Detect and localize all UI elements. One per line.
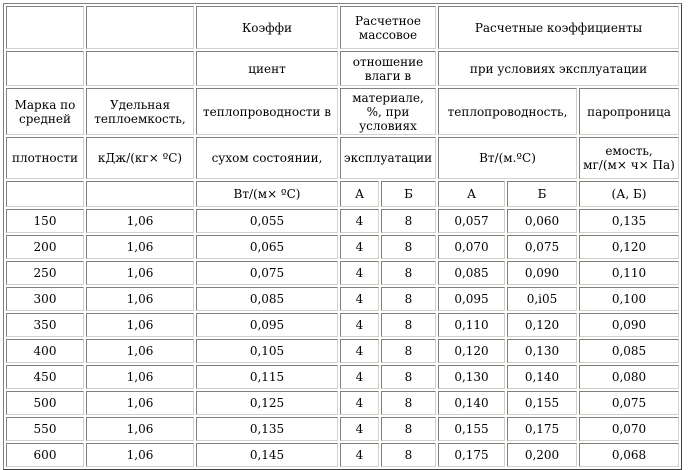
- cell-conductivity-b: 0,155: [507, 391, 577, 415]
- table-row: [6, 417, 679, 441]
- cell-moisture-a: 4: [340, 209, 379, 233]
- cell-heat-capacity: 1,06: [86, 391, 194, 415]
- cell-moisture-b: 8: [381, 313, 436, 337]
- cell-moisture-a: 4: [340, 313, 379, 337]
- cell-density-grade: 300: [6, 287, 84, 311]
- cell-moisture-b: 8: [381, 209, 436, 233]
- header-moisture-a: А: [340, 181, 379, 207]
- cell-dry-conductivity: 0,115: [196, 365, 338, 389]
- table-row: [6, 443, 679, 467]
- header-row-2: [6, 51, 679, 86]
- header-vapor-permeability-1: паропроница: [579, 88, 679, 135]
- cell-conductivity-b: 0,130: [507, 339, 577, 363]
- cell-moisture-b: 8: [381, 443, 436, 467]
- cell-density-grade: 400: [6, 339, 84, 363]
- cell-dry-conductivity: 0,085: [196, 287, 338, 311]
- cell-moisture-b: 8: [381, 339, 436, 363]
- cell-density-grade: 550: [6, 417, 84, 441]
- header-cell: [86, 6, 194, 49]
- header-conductivity-1: Коэффи: [196, 6, 338, 49]
- cell-density-grade: 500: [6, 391, 84, 415]
- cell-conductivity-a: 0,155: [438, 417, 505, 441]
- cell-heat-capacity: 1,06: [86, 287, 194, 311]
- cell-density-grade: 450: [6, 365, 84, 389]
- header-cell: [86, 181, 194, 207]
- cell-moisture-a: 4: [340, 443, 379, 467]
- cell-dry-conductivity: 0,145: [196, 443, 338, 467]
- header-cell: [6, 181, 84, 207]
- cell-vapor-permeability: 0,110: [579, 261, 679, 285]
- cell-heat-capacity: 1,06: [86, 443, 194, 467]
- table-row: [6, 391, 679, 415]
- table-row: [6, 261, 679, 285]
- header-conductivity-b: Б: [507, 181, 577, 207]
- header-thermal-conductivity-2: Вт/(м.ºС): [438, 137, 577, 179]
- cell-vapor-permeability: 0,075: [579, 391, 679, 415]
- header-row-4: [6, 137, 679, 179]
- cell-conductivity-b: 0,075: [507, 235, 577, 259]
- cell-moisture-a: 4: [340, 365, 379, 389]
- cell-moisture-a: 4: [340, 235, 379, 259]
- properties-table: [3, 3, 682, 470]
- cell-conductivity-a: 0,130: [438, 365, 505, 389]
- cell-heat-capacity: 1,06: [86, 235, 194, 259]
- cell-moisture-a: 4: [340, 287, 379, 311]
- cell-vapor-permeability: 0,070: [579, 417, 679, 441]
- cell-moisture-a: 4: [340, 339, 379, 363]
- header-moisture-3: материале, %, при условиях: [340, 88, 436, 135]
- header-conductivity-unit: Вт/(м× ºС): [196, 181, 338, 207]
- cell-conductivity-a: 0,175: [438, 443, 505, 467]
- cell-moisture-b: 8: [381, 365, 436, 389]
- cell-conductivity-b: 0,140: [507, 365, 577, 389]
- cell-vapor-permeability: 0,120: [579, 235, 679, 259]
- cell-conductivity-a: 0,095: [438, 287, 505, 311]
- cell-moisture-a: 4: [340, 417, 379, 441]
- header-moisture-b: Б: [381, 181, 436, 207]
- cell-dry-conductivity: 0,095: [196, 313, 338, 337]
- cell-heat-capacity: 1,06: [86, 261, 194, 285]
- header-heat-capacity-1: Удельная теплоемкость,: [86, 88, 194, 135]
- cell-vapor-permeability: 0,068: [579, 443, 679, 467]
- cell-dry-conductivity: 0,125: [196, 391, 338, 415]
- cell-heat-capacity: 1,06: [86, 339, 194, 363]
- header-cell: [86, 51, 194, 86]
- cell-dry-conductivity: 0,135: [196, 417, 338, 441]
- cell-moisture-b: 8: [381, 235, 436, 259]
- cell-conductivity-b: 0,200: [507, 443, 577, 467]
- header-operating-conditions: при условиях эксплуатации: [438, 51, 679, 86]
- header-cell: [6, 6, 84, 49]
- header-conductivity-a: А: [438, 181, 505, 207]
- table-row: [6, 313, 679, 337]
- cell-vapor-permeability: 0,090: [579, 313, 679, 337]
- cell-moisture-a: 4: [340, 391, 379, 415]
- cell-heat-capacity: 1,06: [86, 313, 194, 337]
- cell-vapor-permeability: 0,100: [579, 287, 679, 311]
- cell-conductivity-a: 0,085: [438, 261, 505, 285]
- header-moisture-2: отношение влаги в: [340, 51, 436, 86]
- header-row-5: [6, 181, 679, 207]
- header-row-1: [6, 6, 679, 49]
- cell-moisture-b: 8: [381, 287, 436, 311]
- header-conductivity-2: циент: [196, 51, 338, 86]
- table-row: [6, 365, 679, 389]
- cell-density-grade: 600: [6, 443, 84, 467]
- cell-dry-conductivity: 0,075: [196, 261, 338, 285]
- cell-conductivity-b: 0,175: [507, 417, 577, 441]
- header-vapor-ab: (А, Б): [579, 181, 679, 207]
- cell-density-grade: 350: [6, 313, 84, 337]
- cell-vapor-permeability: 0,085: [579, 339, 679, 363]
- cell-conductivity-b: 0,120: [507, 313, 577, 337]
- cell-moisture-b: 8: [381, 261, 436, 285]
- header-grade-1: Марка по средней: [6, 88, 84, 135]
- header-vapor-permeability-2: емость, мг/(м× ч× Па): [579, 137, 679, 179]
- header-cell: [6, 51, 84, 86]
- cell-conductivity-a: 0,120: [438, 339, 505, 363]
- header-conductivity-4: сухом состоянии,: [196, 137, 338, 179]
- cell-moisture-a: 4: [340, 261, 379, 285]
- header-row-3: [6, 88, 679, 135]
- cell-dry-conductivity: 0,105: [196, 339, 338, 363]
- cell-conductivity-a: 0,057: [438, 209, 505, 233]
- cell-dry-conductivity: 0,065: [196, 235, 338, 259]
- cell-conductivity-b: 0,060: [507, 209, 577, 233]
- cell-vapor-permeability: 0,135: [579, 209, 679, 233]
- cell-density-grade: 200: [6, 235, 84, 259]
- header-moisture-1: Расчетное массовое: [340, 6, 436, 49]
- cell-heat-capacity: 1,06: [86, 365, 194, 389]
- cell-moisture-b: 8: [381, 391, 436, 415]
- cell-vapor-permeability: 0,080: [579, 365, 679, 389]
- table-row: [6, 287, 679, 311]
- cell-conductivity-a: 0,110: [438, 313, 505, 337]
- cell-density-grade: 250: [6, 261, 84, 285]
- header-calc-coefficients: Расчетные коэффициенты: [438, 6, 679, 49]
- cell-conductivity-b: 0,090: [507, 261, 577, 285]
- cell-conductivity-a: 0,070: [438, 235, 505, 259]
- cell-density-grade: 150: [6, 209, 84, 233]
- cell-conductivity-a: 0,140: [438, 391, 505, 415]
- table-row: [6, 209, 679, 233]
- cell-dry-conductivity: 0,055: [196, 209, 338, 233]
- header-grade-2: плотности: [6, 137, 84, 179]
- cell-conductivity-b: 0,i05: [507, 287, 577, 311]
- header-thermal-conductivity-1: теплопроводность,: [438, 88, 577, 135]
- cell-heat-capacity: 1,06: [86, 209, 194, 233]
- table-row: [6, 235, 679, 259]
- header-moisture-4: эксплуатации: [340, 137, 436, 179]
- header-heat-capacity-2: кДж/(кг× ºС): [86, 137, 194, 179]
- table-row: [6, 339, 679, 363]
- cell-heat-capacity: 1,06: [86, 417, 194, 441]
- header-conductivity-3: теплопроводности в: [196, 88, 338, 135]
- cell-moisture-b: 8: [381, 417, 436, 441]
